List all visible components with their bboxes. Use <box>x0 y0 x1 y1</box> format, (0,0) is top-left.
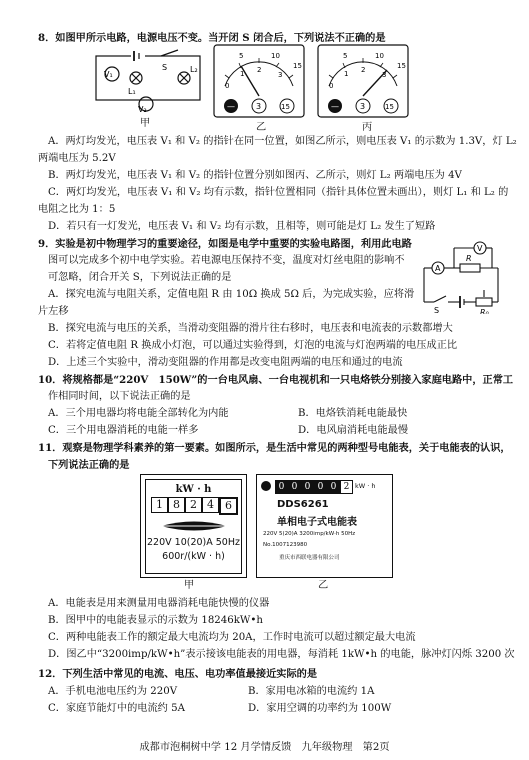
q9-switch-label: S <box>434 306 440 314</box>
q9-circuit <box>420 238 502 314</box>
q8-option-c: C．两灯均发光，电压表 V₁ 和 V₂ 均有示数，指针位置相同（指针具体位置未画出），则灯 L₁ 和 L₂ 的 <box>48 187 509 198</box>
q8-option-d: D．若只有一灯发光，电压表 V₁ 和 V₂ 均有示数，且相等，则可能是灯 L₂ 发生了短路 <box>48 221 436 232</box>
svg-text:15: 15 <box>385 103 394 111</box>
q11-option-a: A．电能表是用来测量用电器消耗电能快慢的仪器 <box>48 598 270 609</box>
svg-text:15: 15 <box>281 103 290 111</box>
energy-meter-yi: 0 0 0 0 0 2 kW · h DDS6261 单相电子式电能表 220V 5(20)A 3200imp/kW·h 50Hz No.1007123980 重庆市西联电器有限公司 <box>256 474 393 578</box>
q10-stem-1: 10．将规格都是“220V 150W”的一台电风扇、一台电视机和一只电烙铁分别接入家庭电路中，正常工 <box>38 374 514 386</box>
meter-yi-maker: 重庆市西联电器有限公司 <box>279 555 340 561</box>
q10-option-a: A．三个用电器均将电能全部转化为内能 <box>48 408 229 419</box>
svg-text:—: — <box>331 102 339 111</box>
q12-option-c: C．家庭节能灯中的电流约 5A <box>48 703 185 714</box>
meter-yi-model: DDS6261 <box>277 499 329 510</box>
page-footer: 成都市泡桐树中学 12 月学情反馈 九年级物理 第2页 <box>139 742 390 753</box>
q11-option-b: B．图甲中的电能表显示的示数为 18246kW•h <box>48 615 263 626</box>
svg-text:2: 2 <box>361 66 366 74</box>
q10-option-d: D．电风扇消耗电能最慢 <box>298 425 409 436</box>
resistor-label: R <box>466 254 472 263</box>
q10-option-b: B．电烙铁消耗电能最快 <box>298 408 408 419</box>
meter-disk-icon <box>159 519 229 533</box>
svg-text:5: 5 <box>239 52 244 60</box>
q9-option-d: D．上述三个实验中，滑动变阻器的作用都是改变电阻两端的电压和通过的电流 <box>48 357 403 368</box>
meter-yi-no: No.1007123980 <box>263 542 308 548</box>
q9-option-a: A．探究电流与电阻关系，定值电阻 R 由 10Ω 换成 5Ω 后，为完成实验，应将滑 <box>48 289 415 300</box>
q9-option-c: C．若将定值电阻 R 换成小灯泡，可以通过实验得到，灯泡的电流与灯泡两端的电压成正比 <box>48 340 458 351</box>
q8-option-a: A．两灯均发光，电压表 V₁ 和 V₂ 的指针在同一位置，如图乙所示，则电压表 V₁ 的示数为 1.3V，灯 L₂ <box>48 136 517 147</box>
v2-label: V₂ <box>138 105 147 114</box>
meter-jia-digits: 1 8 2 4 6 <box>151 497 238 515</box>
energy-meter-jia <box>140 474 247 578</box>
fig-label-jia: 甲 <box>140 118 151 129</box>
q9-option-a-cont: 片左移 <box>38 306 69 317</box>
meter-yi-spec: 220V 5(20)A 3200imp/kW·h 50Hz <box>263 531 356 537</box>
rheostat-label: R₀ <box>480 308 489 314</box>
q8-option-c-cont: 电阻之比为 1：5 <box>38 204 116 215</box>
meter-yi-digits: 0 0 0 0 0 2 <box>275 480 353 494</box>
q12-option-a: A．手机电池电压约为 220V <box>48 686 178 697</box>
svg-text:0: 0 <box>329 82 334 90</box>
l2-label: L₂ <box>190 65 198 74</box>
q12-option-b: B．家用电冰箱的电流约 1A <box>248 686 375 697</box>
q10-option-c: C．三个用电器消耗的电能一样多 <box>48 425 199 436</box>
meter-yi-name: 单相电子式电能表 <box>277 517 357 528</box>
svg-text:0: 0 <box>225 82 230 90</box>
meter-jia-spec: 220V 10(20)A 50Hz <box>147 537 240 548</box>
q10-stem-2: 作相同时间，以下说法正确的是 <box>48 391 191 402</box>
meter-jia-rate: 600r/(kW · h) <box>162 551 225 562</box>
svg-text:3: 3 <box>382 71 387 79</box>
svg-text:15: 15 <box>293 62 302 70</box>
fig-label-yi: 乙 <box>256 122 267 133</box>
svg-text:15: 15 <box>397 62 406 70</box>
meter-label-yi: 乙 <box>318 580 329 591</box>
svg-text:—: — <box>227 102 235 111</box>
svg-text:3: 3 <box>360 102 366 111</box>
ammeter-label: A <box>435 264 441 273</box>
q11-stem-1: 11．观察是物理学科素养的第一要素。如图所示，是生活中常见的两种型号电能表，关于电能表的认识， <box>38 442 511 454</box>
q8-circuit-jia <box>86 48 210 116</box>
q8-option-b: B．两灯均发光，电压表 V₁ 和 V₂ 的指针位置分别如图丙、乙所示，则灯 L₂ 两端电压为 4V <box>48 170 462 181</box>
q9-stem-2: 图可以完成多个初中电学实验。若电源电压保持不变，温度对灯丝电阻的影响不 <box>48 255 405 266</box>
svg-text:3: 3 <box>256 102 262 111</box>
q12-option-d: D．家用空调的功率约为 100W <box>248 703 392 714</box>
switch-label: S <box>162 63 168 72</box>
meter-jia-unit: kW · h <box>175 484 212 495</box>
meter-label-jia: 甲 <box>184 580 195 591</box>
q9-stem-1: 9．实验是初中物理学习的重要途径，如图是电学中重要的实验电路图，利用此电路 <box>38 238 412 250</box>
fig-label-bing: 丙 <box>362 122 373 133</box>
q11-option-c: C．两种电能表工作的额定最大电流均为 20A，工作时电流可以超过额定最大电流 <box>48 632 416 643</box>
svg-text:2: 2 <box>257 66 262 74</box>
svg-text:1: 1 <box>344 70 349 78</box>
svg-text:1: 1 <box>240 70 245 78</box>
q11-option-d: D．图乙中“3200imp/kW•h”表示接该电能表的用电器，每消耗 1kW•h 的电能，脉冲灯闪烁 3200 次 <box>48 649 515 660</box>
q8-stem: 8．如图甲所示电路，电源电压不变。当开闭 S 闭合后，下列说法不正确的是 <box>38 32 386 44</box>
q11-stem-2: 下列说法正确的是 <box>48 459 130 471</box>
svg-text:10: 10 <box>271 52 280 60</box>
q8-option-a-cont: 两端电压为 5.2V <box>38 153 116 164</box>
svg-text:10: 10 <box>375 52 384 60</box>
q9-stem-3: 可忽略，闭合开关 S，下列说法正确的是 <box>48 272 232 283</box>
q8-meter-yi <box>213 44 305 118</box>
q9-option-b: B．探究电流与电压的关系，当滑动变阻器的滑片往右移时，电压表和电流表的示数都增大 <box>48 323 453 334</box>
svg-text:3: 3 <box>278 71 283 79</box>
v1-label: V₁ <box>104 70 113 79</box>
l1-label: L₁ <box>128 87 136 96</box>
voltmeter-label: V <box>477 244 483 253</box>
svg-text:5: 5 <box>343 52 348 60</box>
q8-meter-bing <box>317 44 409 118</box>
q12-stem: 12．下列生活中常见的电流、电压、电功率值最接近实际的是 <box>38 668 318 680</box>
